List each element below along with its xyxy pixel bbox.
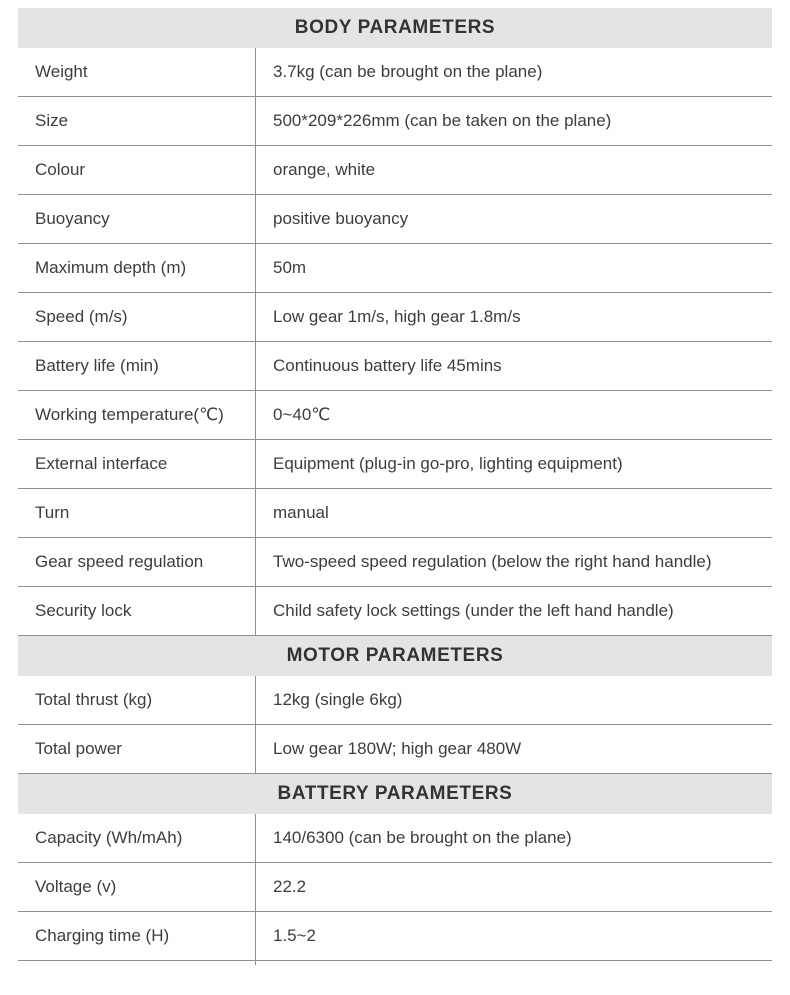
spec-table	[18, 8, 772, 961]
section-rows	[18, 676, 772, 774]
spec-value: Continuous battery life 45mins	[255, 342, 772, 390]
spec-label: Buoyancy	[35, 209, 110, 229]
table-row	[18, 587, 772, 636]
spec-label: Speed (m/s)	[35, 307, 128, 327]
spec-label: Maximum depth (m)	[35, 258, 187, 278]
spec-value: Two-speed speed regulation (below the right hand handle)	[255, 538, 772, 586]
table-row	[18, 48, 772, 97]
table-row	[18, 293, 772, 342]
spec-section	[18, 8, 772, 636]
spec-value: Low gear 180W; high gear 480W	[255, 725, 772, 773]
spec-label: Size	[35, 111, 69, 131]
table-row	[18, 97, 772, 146]
section-rows	[18, 48, 772, 636]
spec-value: 1.5~2	[255, 912, 772, 960]
table-row	[18, 725, 772, 774]
spec-value: 140/6300 (can be brought on the plane)	[255, 814, 772, 862]
spec-value: Equipment (plug-in go-pro, lighting equipment)	[255, 440, 772, 488]
spec-label: Turn	[35, 503, 70, 523]
spec-value: Low gear 1m/s, high gear 1.8m/s	[255, 293, 772, 341]
table-row	[18, 440, 772, 489]
section-rows	[18, 814, 772, 961]
table-row	[18, 489, 772, 538]
table-row	[18, 195, 772, 244]
spec-label: Weight	[35, 62, 88, 82]
table-row	[18, 912, 772, 961]
section-header: BATTERY PARAMETERS	[18, 774, 772, 814]
spec-label: Total thrust (kg)	[35, 690, 153, 710]
spec-label: Charging time (H)	[35, 926, 170, 946]
spec-value: 12kg (single 6kg)	[255, 676, 772, 724]
spec-label: Total power	[35, 739, 122, 759]
spec-label: Gear speed regulation	[35, 552, 204, 572]
spec-value: orange, white	[255, 146, 772, 194]
spec-value: Child safety lock settings (under the left hand handle)	[255, 587, 772, 635]
table-row	[18, 863, 772, 912]
spec-label: Colour	[35, 160, 86, 180]
spec-value: 500*209*226mm (can be taken on the plane)	[255, 97, 772, 145]
spec-label: Voltage (v)	[35, 877, 117, 897]
spec-value: 0~40℃	[255, 391, 772, 439]
table-row	[18, 814, 772, 863]
table-row	[18, 244, 772, 293]
spec-section	[18, 636, 772, 774]
table-row	[18, 146, 772, 195]
spec-label: Working temperature(℃)	[35, 405, 224, 425]
spec-label: External interface	[35, 454, 168, 474]
spec-value: 3.7kg (can be brought on the plane)	[255, 48, 772, 96]
table-row	[18, 676, 772, 725]
spec-value: positive buoyancy	[255, 195, 772, 243]
table-row	[18, 538, 772, 587]
spec-value: manual	[255, 489, 772, 537]
spec-label: Battery life (min)	[35, 356, 159, 376]
spec-label: Capacity (Wh/mAh)	[35, 828, 183, 848]
table-row	[18, 342, 772, 391]
spec-section	[18, 774, 772, 961]
table-row	[18, 391, 772, 440]
section-header: MOTOR PARAMETERS	[18, 636, 772, 676]
spec-value: 50m	[255, 244, 772, 292]
section-header: BODY PARAMETERS	[18, 8, 772, 48]
spec-label: Security lock	[35, 601, 132, 621]
spec-value: 22.2	[255, 863, 772, 911]
